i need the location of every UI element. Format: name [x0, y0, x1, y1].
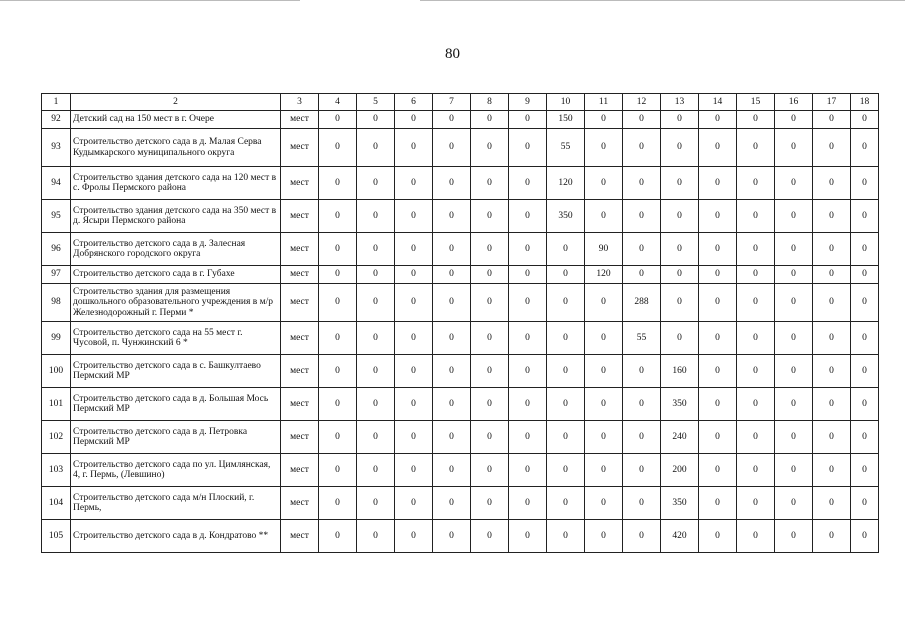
value-cell: 0	[851, 520, 879, 553]
value-cell: 0	[585, 454, 623, 487]
value-cell: 0	[737, 355, 775, 388]
header-cell: 11	[585, 94, 623, 111]
header-cell: 8	[471, 94, 509, 111]
header-cell: 6	[395, 94, 433, 111]
table-row	[42, 454, 879, 487]
value-cell: 0	[775, 355, 813, 388]
value-cell: 0	[585, 388, 623, 421]
value-cell: 0	[547, 266, 585, 284]
table-row	[42, 233, 879, 266]
value-cell: 0	[509, 421, 547, 454]
value-cell: 0	[319, 421, 357, 454]
value-cell: 0	[623, 266, 661, 284]
value-cell: 0	[813, 421, 851, 454]
value-cell: 0	[395, 284, 433, 322]
value-cell: 0	[509, 200, 547, 233]
value-cell: 0	[433, 167, 471, 200]
row-number-cell: 102	[42, 421, 71, 454]
object-name-cell: Детский сад на 150 мест в г. Очере	[71, 111, 281, 129]
value-cell: 0	[471, 322, 509, 355]
value-cell: 0	[851, 421, 879, 454]
value-cell: 0	[851, 167, 879, 200]
value-cell: 0	[547, 322, 585, 355]
value-cell: 0	[395, 266, 433, 284]
value-cell: 0	[547, 355, 585, 388]
unit-cell: мест	[281, 322, 319, 355]
unit-cell: мест	[281, 167, 319, 200]
row-number-cell: 100	[42, 355, 71, 388]
value-cell: 0	[357, 322, 395, 355]
value-cell: 0	[851, 388, 879, 421]
value-cell: 0	[319, 200, 357, 233]
value-cell: 55	[547, 129, 585, 167]
value-cell: 0	[775, 421, 813, 454]
row-number-cell: 94	[42, 167, 71, 200]
value-cell: 0	[471, 454, 509, 487]
value-cell: 0	[737, 167, 775, 200]
value-cell: 0	[623, 520, 661, 553]
value-cell: 0	[395, 111, 433, 129]
value-cell: 90	[585, 233, 623, 266]
value-cell: 0	[737, 284, 775, 322]
table-row	[42, 266, 879, 284]
top-edge-line-left	[0, 0, 300, 1]
value-cell: 0	[395, 200, 433, 233]
value-cell: 0	[737, 266, 775, 284]
value-cell: 0	[319, 322, 357, 355]
value-cell: 0	[813, 388, 851, 421]
value-cell: 0	[737, 487, 775, 520]
value-cell: 0	[851, 200, 879, 233]
value-cell: 0	[471, 111, 509, 129]
value-cell: 0	[851, 111, 879, 129]
value-cell: 0	[471, 284, 509, 322]
value-cell: 420	[661, 520, 699, 553]
object-name-cell: Строительство детского сада на 55 мест г. Чусовой, п. Чунжинский 6 *	[71, 322, 281, 355]
value-cell: 0	[547, 454, 585, 487]
value-cell: 0	[775, 111, 813, 129]
value-cell: 0	[319, 129, 357, 167]
top-edge-line-right	[420, 0, 905, 1]
value-cell: 0	[471, 200, 509, 233]
value-cell: 0	[319, 355, 357, 388]
object-name-cell: Строительство детского сада в д. Малая Серва Кудымкарского муниципального округа	[71, 129, 281, 167]
value-cell: 55	[623, 322, 661, 355]
value-cell: 0	[509, 266, 547, 284]
header-cell: 17	[813, 94, 851, 111]
value-cell: 0	[813, 167, 851, 200]
value-cell: 0	[775, 454, 813, 487]
value-cell: 160	[661, 355, 699, 388]
object-name-cell: Строительство детского сада по ул. Цимлянская, 4, г. Пермь, (Левшино)	[71, 454, 281, 487]
row-number-cell: 96	[42, 233, 71, 266]
row-number-cell: 97	[42, 266, 71, 284]
value-cell: 0	[357, 284, 395, 322]
value-cell: 0	[623, 421, 661, 454]
value-cell: 0	[737, 520, 775, 553]
value-cell: 0	[699, 284, 737, 322]
value-cell: 350	[661, 388, 699, 421]
value-cell: 0	[433, 284, 471, 322]
value-cell: 0	[699, 111, 737, 129]
header-cell: 1	[42, 94, 71, 111]
row-number-cell: 98	[42, 284, 71, 322]
value-cell: 0	[661, 129, 699, 167]
value-cell: 0	[851, 355, 879, 388]
value-cell: 0	[775, 129, 813, 167]
value-cell: 0	[319, 167, 357, 200]
value-cell: 0	[699, 520, 737, 553]
value-cell: 0	[509, 233, 547, 266]
value-cell: 0	[357, 355, 395, 388]
value-cell: 0	[699, 355, 737, 388]
value-cell: 0	[699, 200, 737, 233]
value-cell: 0	[357, 129, 395, 167]
header-cell: 3	[281, 94, 319, 111]
header-cell: 16	[775, 94, 813, 111]
value-cell: 0	[395, 129, 433, 167]
object-name-cell: Строительство детского сада в г. Губахе	[71, 266, 281, 284]
value-cell: 0	[661, 322, 699, 355]
value-cell: 0	[775, 284, 813, 322]
table-row	[42, 284, 879, 322]
object-name-cell: Строительство здания для размещения дошкольного образовательного учреждения в м/р Железнодорожный г. Перми *	[71, 284, 281, 322]
value-cell: 0	[775, 322, 813, 355]
value-cell: 0	[509, 388, 547, 421]
value-cell: 0	[547, 421, 585, 454]
unit-cell: мест	[281, 129, 319, 167]
value-cell: 0	[585, 284, 623, 322]
value-cell: 0	[471, 421, 509, 454]
value-cell: 200	[661, 454, 699, 487]
value-cell: 0	[851, 454, 879, 487]
row-number-cell: 104	[42, 487, 71, 520]
value-cell: 0	[433, 200, 471, 233]
value-cell: 0	[813, 322, 851, 355]
value-cell: 0	[585, 421, 623, 454]
value-cell: 150	[547, 111, 585, 129]
value-cell: 0	[471, 233, 509, 266]
unit-cell: мест	[281, 284, 319, 322]
value-cell: 0	[433, 487, 471, 520]
value-cell: 0	[851, 487, 879, 520]
value-cell: 0	[661, 111, 699, 129]
value-cell: 0	[433, 129, 471, 167]
row-number-cell: 93	[42, 129, 71, 167]
value-cell: 0	[395, 520, 433, 553]
value-cell: 0	[319, 454, 357, 487]
object-name-cell: Строительство здания детского сада на 120 мест в с. Фролы Пермского района	[71, 167, 281, 200]
value-cell: 0	[585, 167, 623, 200]
header-cell: 2	[71, 94, 281, 111]
header-cell: 4	[319, 94, 357, 111]
value-cell: 0	[813, 200, 851, 233]
value-cell: 0	[357, 520, 395, 553]
value-cell: 0	[737, 200, 775, 233]
row-number-cell: 92	[42, 111, 71, 129]
row-number-cell: 103	[42, 454, 71, 487]
value-cell: 0	[433, 421, 471, 454]
table-row	[42, 421, 879, 454]
value-cell: 0	[813, 111, 851, 129]
table-row	[42, 388, 879, 421]
value-cell: 0	[851, 233, 879, 266]
value-cell: 0	[471, 355, 509, 388]
value-cell: 0	[775, 487, 813, 520]
value-cell: 0	[319, 111, 357, 129]
value-cell: 0	[395, 487, 433, 520]
table-row	[42, 200, 879, 233]
value-cell: 0	[357, 111, 395, 129]
value-cell: 120	[585, 266, 623, 284]
value-cell: 0	[737, 233, 775, 266]
value-cell: 0	[395, 388, 433, 421]
value-cell: 0	[509, 129, 547, 167]
value-cell: 0	[623, 129, 661, 167]
value-cell: 0	[471, 129, 509, 167]
header-cell: 13	[661, 94, 699, 111]
value-cell: 0	[623, 355, 661, 388]
value-cell: 0	[433, 388, 471, 421]
value-cell: 0	[547, 284, 585, 322]
value-cell: 350	[547, 200, 585, 233]
unit-cell: мест	[281, 388, 319, 421]
value-cell: 0	[433, 454, 471, 487]
value-cell: 0	[509, 322, 547, 355]
value-cell: 0	[737, 454, 775, 487]
value-cell: 0	[547, 520, 585, 553]
value-cell: 0	[585, 200, 623, 233]
value-cell: 0	[623, 233, 661, 266]
value-cell: 0	[813, 284, 851, 322]
unit-cell: мест	[281, 421, 319, 454]
table-row	[42, 355, 879, 388]
value-cell: 0	[775, 388, 813, 421]
value-cell: 0	[699, 167, 737, 200]
value-cell: 0	[319, 233, 357, 266]
value-cell: 0	[585, 322, 623, 355]
value-cell: 0	[547, 388, 585, 421]
value-cell: 288	[623, 284, 661, 322]
value-cell: 0	[395, 355, 433, 388]
value-cell: 0	[661, 200, 699, 233]
value-cell: 0	[851, 322, 879, 355]
header-cell: 14	[699, 94, 737, 111]
value-cell: 0	[319, 284, 357, 322]
value-cell: 0	[699, 487, 737, 520]
value-cell: 0	[509, 284, 547, 322]
object-name-cell: Строительство детского сада в д. Большая Мось Пермский МР	[71, 388, 281, 421]
value-cell: 0	[737, 322, 775, 355]
value-cell: 0	[471, 266, 509, 284]
table-row	[42, 129, 879, 167]
value-cell: 0	[547, 233, 585, 266]
value-cell: 0	[357, 388, 395, 421]
value-cell: 0	[357, 421, 395, 454]
header-cell: 9	[509, 94, 547, 111]
value-cell: 0	[433, 233, 471, 266]
value-cell: 0	[623, 487, 661, 520]
value-cell: 0	[737, 111, 775, 129]
value-cell: 0	[623, 200, 661, 233]
value-cell: 0	[775, 167, 813, 200]
table-row	[42, 322, 879, 355]
value-cell: 0	[813, 233, 851, 266]
value-cell: 0	[319, 266, 357, 284]
value-cell: 0	[661, 233, 699, 266]
value-cell: 0	[661, 284, 699, 322]
value-cell: 0	[509, 520, 547, 553]
value-cell: 120	[547, 167, 585, 200]
value-cell: 0	[395, 322, 433, 355]
value-cell: 0	[471, 388, 509, 421]
value-cell: 0	[509, 454, 547, 487]
value-cell: 0	[433, 520, 471, 553]
value-cell: 0	[775, 200, 813, 233]
value-cell: 0	[319, 520, 357, 553]
value-cell: 0	[319, 388, 357, 421]
table-row	[42, 167, 879, 200]
value-cell: 0	[395, 233, 433, 266]
value-cell: 0	[623, 167, 661, 200]
table-row	[42, 487, 879, 520]
header-cell: 18	[851, 94, 879, 111]
value-cell: 0	[699, 388, 737, 421]
value-cell: 0	[357, 200, 395, 233]
unit-cell: мест	[281, 355, 319, 388]
value-cell: 0	[357, 266, 395, 284]
value-cell: 0	[813, 129, 851, 167]
page-number: 80	[445, 46, 460, 62]
unit-cell: мест	[281, 454, 319, 487]
value-cell: 0	[585, 520, 623, 553]
value-cell: 0	[775, 520, 813, 553]
value-cell: 0	[775, 266, 813, 284]
value-cell: 0	[395, 421, 433, 454]
value-cell: 0	[661, 167, 699, 200]
value-cell: 0	[851, 266, 879, 284]
object-name-cell: Строительство здания детского сада на 350 мест в д. Ясыри Пермского района	[71, 200, 281, 233]
value-cell: 0	[395, 167, 433, 200]
value-cell: 0	[471, 520, 509, 553]
value-cell: 0	[585, 355, 623, 388]
unit-cell: мест	[281, 520, 319, 553]
header-cell: 10	[547, 94, 585, 111]
value-cell: 0	[813, 266, 851, 284]
value-cell: 0	[509, 487, 547, 520]
object-name-cell: Строительство детского сада в с. Башкултаево Пермский МР	[71, 355, 281, 388]
value-cell: 0	[395, 454, 433, 487]
data-table	[41, 93, 879, 553]
value-cell: 0	[357, 167, 395, 200]
value-cell: 0	[319, 487, 357, 520]
row-number-cell: 95	[42, 200, 71, 233]
row-number-cell: 105	[42, 520, 71, 553]
value-cell: 0	[585, 129, 623, 167]
value-cell: 0	[699, 421, 737, 454]
value-cell: 0	[699, 266, 737, 284]
value-cell: 0	[357, 233, 395, 266]
object-name-cell: Строительство детского сада в д. Кондратово **	[71, 520, 281, 553]
value-cell: 0	[737, 388, 775, 421]
value-cell: 0	[433, 322, 471, 355]
unit-cell: мест	[281, 266, 319, 284]
value-cell: 0	[471, 487, 509, 520]
header-cell: 7	[433, 94, 471, 111]
unit-cell: мест	[281, 233, 319, 266]
value-cell: 0	[775, 233, 813, 266]
unit-cell: мест	[281, 111, 319, 129]
value-cell: 0	[813, 454, 851, 487]
value-cell: 0	[433, 266, 471, 284]
value-cell: 0	[851, 284, 879, 322]
value-cell: 0	[699, 233, 737, 266]
value-cell: 240	[661, 421, 699, 454]
value-cell: 0	[547, 487, 585, 520]
unit-cell: мест	[281, 200, 319, 233]
value-cell: 0	[623, 454, 661, 487]
object-name-cell: Строительство детского сада в д. Петровка Пермский МР	[71, 421, 281, 454]
value-cell: 0	[851, 129, 879, 167]
row-number-cell: 101	[42, 388, 71, 421]
value-cell: 0	[509, 355, 547, 388]
header-row	[42, 94, 879, 111]
value-cell: 0	[433, 355, 471, 388]
value-cell: 0	[357, 487, 395, 520]
table-row	[42, 520, 879, 553]
value-cell: 0	[813, 520, 851, 553]
value-cell: 0	[813, 487, 851, 520]
value-cell: 0	[699, 454, 737, 487]
value-cell: 0	[509, 167, 547, 200]
row-number-cell: 99	[42, 322, 71, 355]
header-cell: 5	[357, 94, 395, 111]
value-cell: 350	[661, 487, 699, 520]
value-cell: 0	[737, 129, 775, 167]
object-name-cell: Строительство детского сада м/н Плоский, г. Пермь,	[71, 487, 281, 520]
table-row	[42, 111, 879, 129]
object-name-cell: Строительство детского сада в д. Залесная Добрянского городского округа	[71, 233, 281, 266]
value-cell: 0	[585, 487, 623, 520]
unit-cell: мест	[281, 487, 319, 520]
header-cell: 15	[737, 94, 775, 111]
value-cell: 0	[471, 167, 509, 200]
value-cell: 0	[357, 454, 395, 487]
value-cell: 0	[737, 421, 775, 454]
value-cell: 0	[623, 388, 661, 421]
value-cell: 0	[699, 322, 737, 355]
value-cell: 0	[813, 355, 851, 388]
value-cell: 0	[623, 111, 661, 129]
value-cell: 0	[699, 129, 737, 167]
value-cell: 0	[509, 111, 547, 129]
value-cell: 0	[661, 266, 699, 284]
value-cell: 0	[433, 111, 471, 129]
header-cell: 12	[623, 94, 661, 111]
value-cell: 0	[585, 111, 623, 129]
